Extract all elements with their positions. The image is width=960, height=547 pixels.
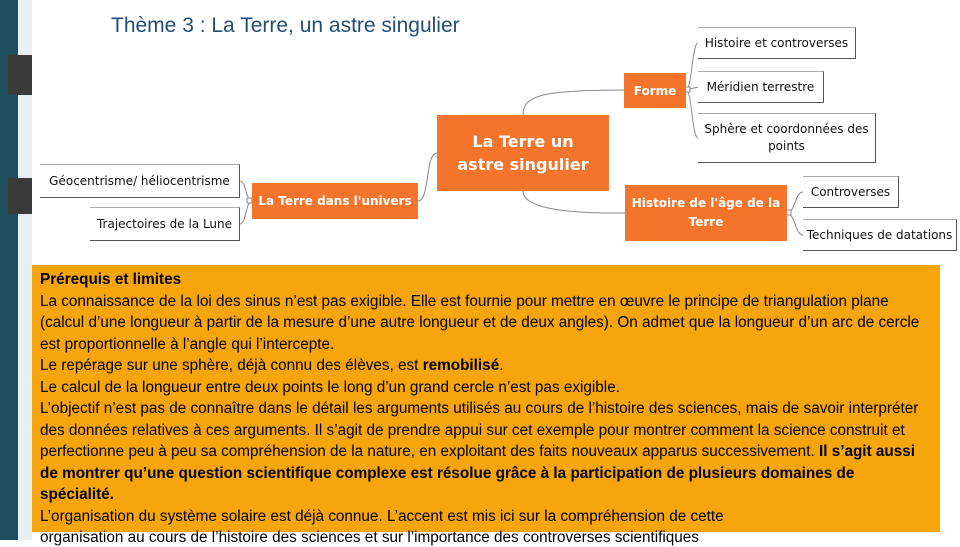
mindmap-leaf-geocentrisme: Géocentrisme/ héliocentrisme <box>40 164 240 198</box>
mindmap-branch-forme: Forme <box>624 73 686 108</box>
prerequis-heading: Prérequis et limites <box>40 271 182 288</box>
mindmap-leaf-controverses: Controverses <box>803 176 899 208</box>
mindmap-leaf-trajectoires: Trajectoires de la Lune <box>90 207 240 241</box>
prerequis-paragraph: La connaissance de la loi des sinus n’est pas exigible. Elle est fournie pour mettre en œuvre le principe de triangulation plane (calcul d’une longueur à partir de la mesure d’une autre longueur et de deux angles). On admet que la longueur d’un arc de cercle est proportionnelle à l’angle qui l’intercepte. <box>40 292 920 353</box>
prerequis-paragraph: L’objectif n’est pas de connaître dans le détail les arguments utilisés au cours de l’histoire des sciences, mais de savoir interpréter des données relatives à ces arguments. Il s’agit de prendre appui sur cet exemple pour montrer comment la science construit et perfectionne peu à peu sa compréhension de la nature, en exploitant des faits nouveaux apparus successivement. Il s’agit aussi de montrer qu’une question scientifique complexe est résolue grâce à la participation de plusieurs domaines de spécialité. <box>40 400 919 503</box>
prerequis-paragraph: Le repérage sur une sphère, déjà connu des élèves, est remobilisé. <box>40 357 504 374</box>
mindmap-leaf-datations: Techniques de datations <box>803 219 957 251</box>
mindmap-central-node: La Terre un astre singulier <box>437 115 609 191</box>
page-title: Thème 3 : La Terre, un astre singulier <box>111 14 460 37</box>
mindmap-leaf-meridien: Méridien terrestre <box>698 71 824 103</box>
prerequis-paragraph: Le calcul de la longueur entre deux points le long d’un grand cercle n’est pas exigible. <box>40 378 620 396</box>
mindmap-leaf-sphere: Sphère et coordonnées des points <box>698 113 876 163</box>
mindmap-branch-age-terre: Histoire de l'âge de la Terre <box>625 185 787 241</box>
prerequis-text-box <box>32 265 940 532</box>
prerequis-overflow-line: organisation au cours de l’histoire des sciences et sur l’importance des controverses scientifiques <box>40 529 699 546</box>
mindmap-leaf-histoire: Histoire et controverses <box>698 27 856 59</box>
mindmap-branch-univers: La Terre dans l'univers <box>252 183 418 219</box>
prerequis-paragraph: L’organisation du système solaire est déjà connue. L’accent est mis ici sur la compréhension de cette <box>40 507 724 525</box>
